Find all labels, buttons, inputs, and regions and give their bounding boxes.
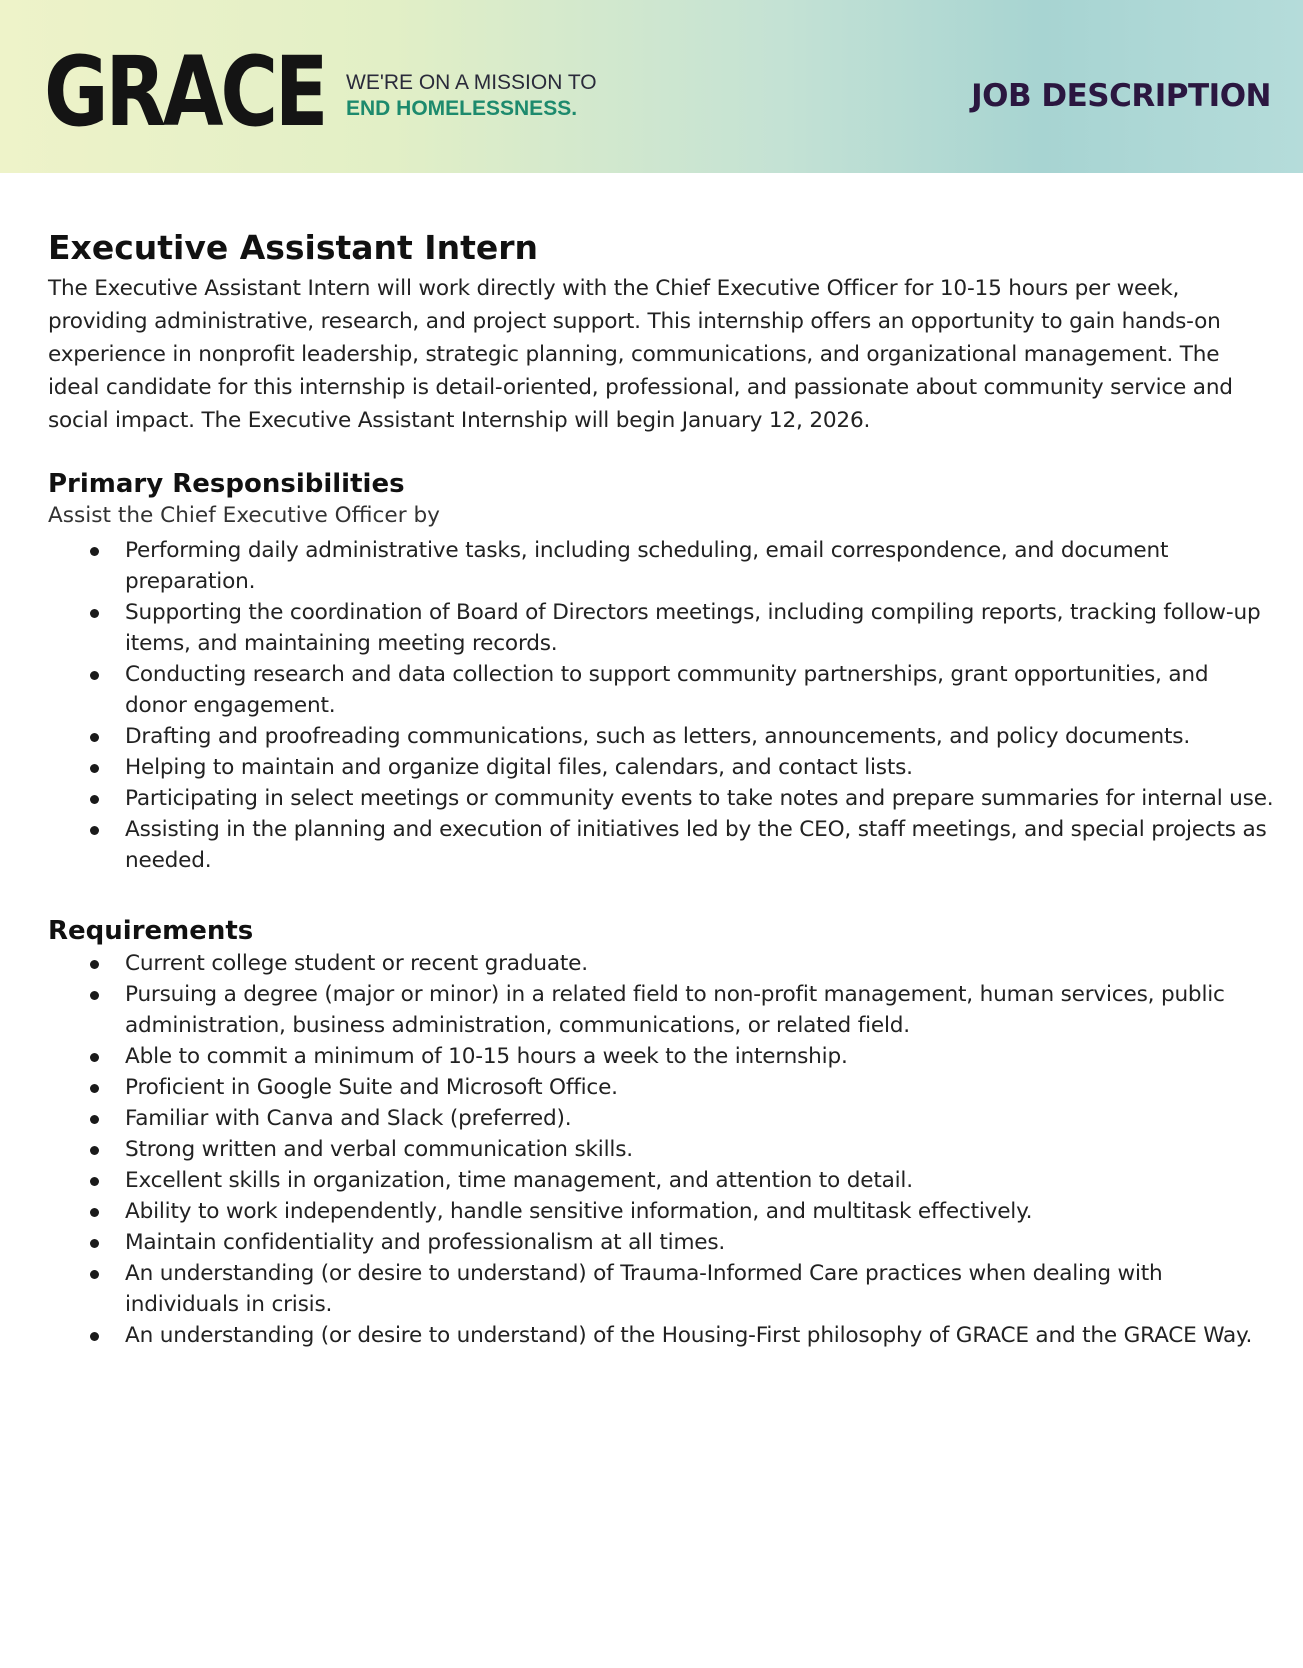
list-item: Familiar with Canva and Slack (preferred). xyxy=(48,1103,1274,1134)
list-item: Pursuing a degree (major or minor) in a related field to non-profit management, human services, public administration, business administration, communications, or related field. xyxy=(48,979,1274,1041)
responsibilities-heading: Primary Responsibilities xyxy=(48,469,405,499)
list-item: Supporting the coordination of Board of Directors meetings, including compiling reports, tracking follow-up items, and maintaining meeting records. xyxy=(48,597,1274,659)
bullet-icon xyxy=(90,991,99,1000)
bullet-icon xyxy=(90,1332,99,1341)
job-intro-paragraph: The Executive Assistant Intern will work directly with the Chief Executive Officer for 10-15 hours per week, providing administrative, research, and project support. This internship offers an opportunity to gain hands-on experience in nonprofit leadership, strategic planning, communications, and organizational management. The ideal candidate for this internship is detail-oriented, professional, and passionate about community service and social impact. The Executive Assistant Internship will begin January 12, 2026. xyxy=(48,276,1233,433)
bullet-icon xyxy=(90,1177,99,1186)
document-type-label: JOB DESCRIPTION xyxy=(971,78,1271,114)
list-item: Strong written and verbal communication skills. xyxy=(48,1134,1274,1165)
bullet-icon xyxy=(90,1146,99,1155)
bullet-icon xyxy=(90,547,99,556)
list-item: Ability to work independently, handle sensitive information, and multitask effectively. xyxy=(48,1196,1274,1227)
header-banner xyxy=(0,0,1303,173)
requirements-list xyxy=(48,948,1274,1351)
bullet-icon xyxy=(90,1270,99,1279)
bullet-icon xyxy=(90,1115,99,1124)
bullet-icon xyxy=(90,1053,99,1062)
bullet-icon xyxy=(90,960,99,969)
bullet-icon xyxy=(90,609,99,618)
document-body xyxy=(48,226,1274,1351)
grace-logo: GRACE xyxy=(44,36,326,148)
list-item: An understanding (or desire to understand) of Trauma-Informed Care practices when dealing with individuals in crisis. xyxy=(48,1258,1274,1320)
list-item: Excellent skills in organization, time management, and attention to detail. xyxy=(48,1165,1274,1196)
list-item: Drafting and proofreading communications, such as letters, announcements, and policy documents. xyxy=(48,721,1274,752)
list-item: Participating in select meetings or community events to take notes and prepare summaries for internal use. xyxy=(48,783,1274,814)
list-item: An understanding (or desire to understand) of the Housing-First philosophy of GRACE and the GRACE Way. xyxy=(48,1320,1274,1351)
job-title: Executive Assistant Intern xyxy=(48,228,539,267)
bullet-icon xyxy=(90,733,99,742)
responsibilities-list xyxy=(48,535,1274,876)
bullet-icon xyxy=(90,764,99,773)
bullet-icon xyxy=(90,1084,99,1093)
mission-line-2: END HOMELESSNESS. xyxy=(346,97,578,120)
list-item: Maintain confidentiality and professionalism at all times. xyxy=(48,1227,1274,1258)
bullet-icon xyxy=(90,826,99,835)
list-item: Performing daily administrative tasks, including scheduling, email correspondence, and document preparation. xyxy=(48,535,1274,597)
requirements-section xyxy=(48,914,1274,1351)
bullet-icon xyxy=(90,671,99,680)
bullet-icon xyxy=(90,1239,99,1248)
list-item: Assisting in the planning and execution of initiatives led by the CEO, staff meetings, and special projects as needed. xyxy=(48,814,1274,876)
list-item: Proficient in Google Suite and Microsoft Office. xyxy=(48,1072,1274,1103)
bullet-icon xyxy=(90,795,99,804)
bullet-icon xyxy=(90,1208,99,1217)
list-item: Helping to maintain and organize digital files, calendars, and contact lists. xyxy=(48,752,1274,783)
mission-tagline xyxy=(346,70,597,122)
list-item: Conducting research and data collection to support community partnerships, grant opportunities, and donor engagement. xyxy=(48,659,1274,721)
requirements-heading: Requirements xyxy=(48,916,254,946)
mission-line-1: WE'RE ON A MISSION TO xyxy=(346,71,597,94)
responsibilities-lead: Assist the Chief Executive Officer by xyxy=(48,503,440,528)
list-item: Able to commit a minimum of 10-15 hours a week to the internship. xyxy=(48,1041,1274,1072)
list-item: Current college student or recent graduate. xyxy=(48,948,1274,979)
responsibilities-section xyxy=(48,467,1274,876)
